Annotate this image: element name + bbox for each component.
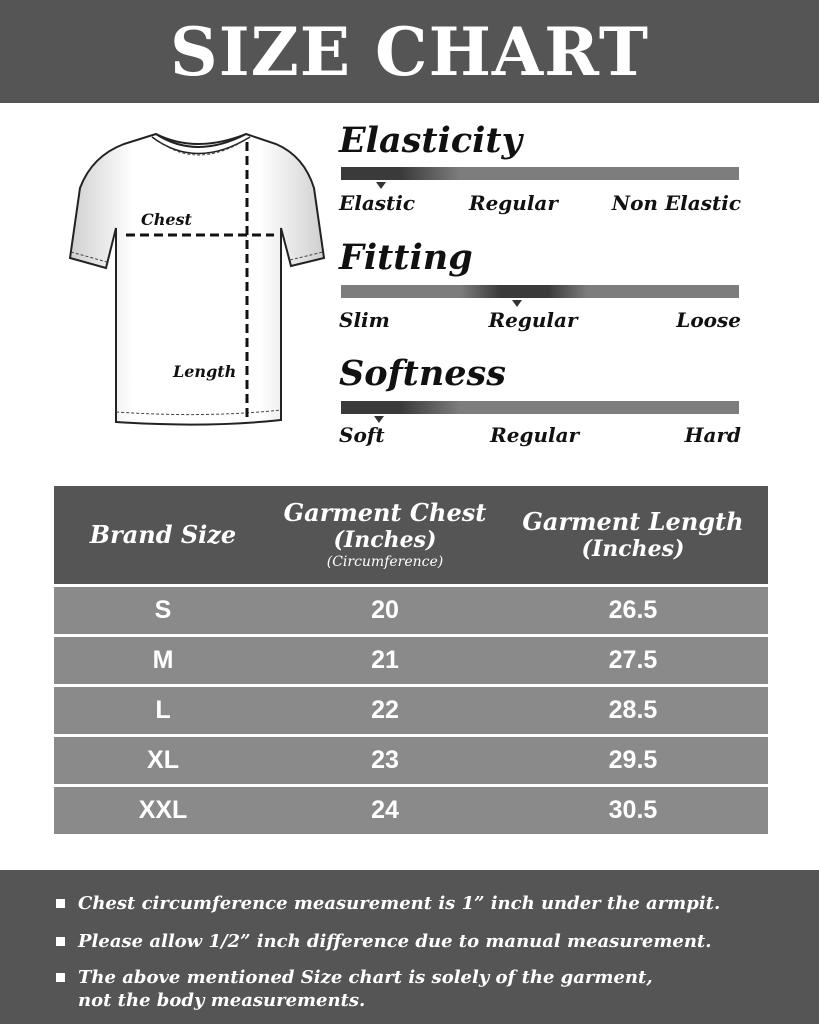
cell-size: XXL xyxy=(138,796,188,824)
bullet-icon xyxy=(56,973,65,982)
note-text: The above mentioned Size chart is solely of the garment, not the body measurements. xyxy=(78,967,653,1011)
fitting-marker-icon xyxy=(512,300,522,307)
cell-chest: 21 xyxy=(371,646,399,674)
softness-label-hard: Hard xyxy=(684,423,741,447)
table-row xyxy=(54,584,768,634)
cell-chest: 22 xyxy=(371,696,399,724)
softness-label-regular: Regular xyxy=(490,423,580,447)
softness-title: Softness xyxy=(339,353,506,394)
elasticity-scale xyxy=(339,120,741,220)
softness-bar xyxy=(341,401,739,414)
header-brand-size: Brand Size xyxy=(89,520,237,549)
cell-size: XL xyxy=(147,746,179,774)
header-garment-chest: Garment Chest (Inches) (Circumference) xyxy=(283,498,487,570)
cell-size: M xyxy=(152,646,174,674)
cell-chest: 24 xyxy=(371,796,399,824)
fitting-labels xyxy=(339,308,741,332)
elasticity-title: Elasticity xyxy=(339,120,522,161)
notes-panel xyxy=(0,870,819,1024)
header-banner xyxy=(0,0,819,103)
softness-marker-icon xyxy=(374,416,384,423)
fitting-label-regular: Regular xyxy=(488,308,578,332)
fitting-scale xyxy=(339,237,741,337)
size-table xyxy=(54,486,768,834)
length-label: Length xyxy=(173,362,237,381)
cell-length: 30.5 xyxy=(608,796,658,824)
cell-size: L xyxy=(155,696,171,724)
note-item xyxy=(56,930,712,953)
softness-scale xyxy=(339,353,741,453)
bullet-icon xyxy=(56,937,65,946)
fitting-label-slim: Slim xyxy=(339,308,390,332)
softness-label-soft: Soft xyxy=(339,423,385,447)
bullet-icon xyxy=(56,899,65,908)
elasticity-labels xyxy=(339,191,741,215)
note-item xyxy=(56,892,720,915)
tshirt-diagram-icon xyxy=(66,128,328,438)
cell-chest: 23 xyxy=(371,746,399,774)
cell-size: S xyxy=(154,596,172,624)
cell-length: 27.5 xyxy=(608,646,658,674)
elasticity-label-non-elastic: Non Elastic xyxy=(611,191,741,215)
cell-chest: 20 xyxy=(371,596,399,624)
cell-length: 28.5 xyxy=(608,696,658,724)
elasticity-label-elastic: Elastic xyxy=(339,191,416,215)
page-title: SIZE CHART xyxy=(170,12,649,91)
elasticity-marker-icon xyxy=(376,182,386,189)
table-row xyxy=(54,684,768,734)
softness-labels xyxy=(339,423,741,447)
fitting-title: Fitting xyxy=(339,237,473,278)
fitting-label-loose: Loose xyxy=(676,308,741,332)
note-text: Chest circumference measurement is 1” inch under the armpit. xyxy=(78,893,721,914)
table-row xyxy=(54,784,768,834)
note-text: Please allow 1/2” inch difference due to manual measurement. xyxy=(78,931,712,952)
table-header xyxy=(54,486,768,584)
header-garment-length: Garment Length (Inches) xyxy=(522,507,744,562)
table-row xyxy=(54,734,768,784)
cell-length: 26.5 xyxy=(608,596,658,624)
chest-label: Chest xyxy=(141,210,192,229)
elasticity-bar xyxy=(341,167,739,180)
cell-length: 29.5 xyxy=(608,746,658,774)
table-row xyxy=(54,634,768,684)
fitting-bar xyxy=(341,285,739,298)
elasticity-label-regular: Regular xyxy=(468,191,558,215)
note-item xyxy=(56,966,653,1012)
